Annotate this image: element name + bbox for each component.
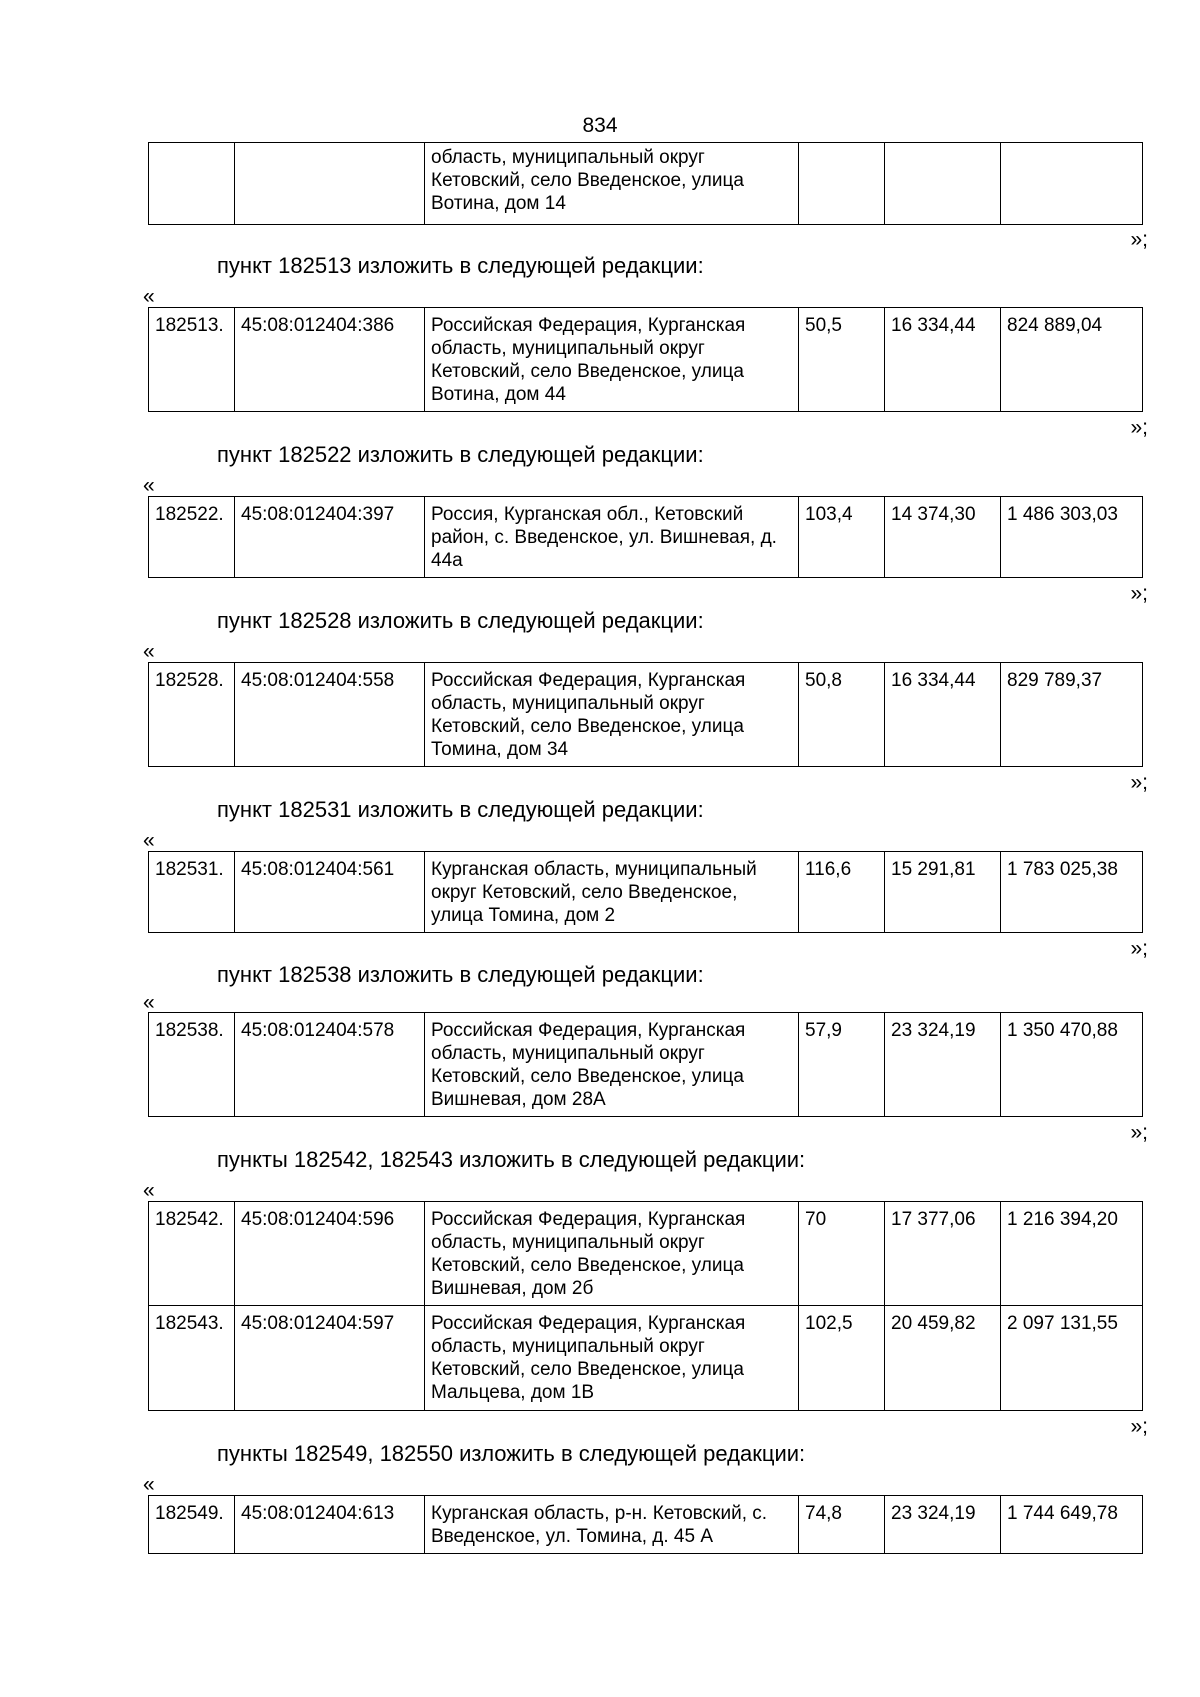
cell-number: 182531.: [149, 852, 235, 933]
cell-number: 182549.: [149, 1496, 235, 1554]
cell-total: 1 350 470,88: [1001, 1013, 1143, 1117]
cell-area: 116,6: [799, 852, 885, 933]
table-row: [149, 308, 1143, 412]
opening-quote: «: [143, 640, 155, 663]
closing-quote: »;: [1130, 937, 1148, 960]
closing-quote: »;: [1130, 228, 1148, 251]
cell-cadastral: 45:08:012404:386: [235, 308, 425, 412]
table-row: [149, 1013, 1143, 1117]
cell-price: [885, 143, 1001, 225]
cell-price: 20 459,82: [885, 1306, 1001, 1411]
cell-area: 102,5: [799, 1306, 885, 1411]
cell-address: Россия, Курганская обл., Кетовский район, с. Введенское, ул. Вишневая, д. 44а: [425, 497, 799, 578]
cell-number: 182513.: [149, 308, 235, 412]
closing-quote: »;: [1130, 582, 1148, 605]
section-heading: пункт 182538 изложить в следующей редакции:: [217, 962, 704, 987]
section-heading: пункты 182549, 182550 изложить в следующей редакции:: [217, 1441, 806, 1466]
cell-address: область, муниципальный округ Кетовский, село Введенское, улица Вотина, дом 14: [425, 143, 799, 225]
amendment-table: [148, 307, 1143, 412]
table-row: [149, 852, 1143, 933]
cell-total: 1 783 025,38: [1001, 852, 1143, 933]
opening-quote: «: [143, 1179, 155, 1202]
section-heading: пункт 182513 изложить в следующей редакции:: [217, 253, 704, 278]
cell-total: 829 789,37: [1001, 663, 1143, 767]
amendment-table: [148, 1012, 1143, 1117]
opening-quote: «: [143, 1473, 155, 1496]
closing-quote: »;: [1130, 771, 1148, 794]
cell-price: 23 324,19: [885, 1496, 1001, 1554]
cell-area: 70: [799, 1202, 885, 1306]
cell-price: 15 291,81: [885, 852, 1001, 933]
amendment-table: [148, 496, 1143, 578]
cell-address: Российская Федерация, Курганская область, муниципальный округ Кетовский, село Введенское, улица Мальцева, дом 1В: [425, 1306, 799, 1411]
cell-cadastral: 45:08:012404:578: [235, 1013, 425, 1117]
cell-address: Курганская область, муниципальный округ Кетовский, село Введенское, улица Томина, дом 2: [425, 852, 799, 933]
cell-number: 182522.: [149, 497, 235, 578]
section-heading: пункт 182531 изложить в следующей редакции:: [217, 797, 704, 822]
amendment-table: [148, 851, 1143, 933]
cell-price: 17 377,06: [885, 1202, 1001, 1306]
amendment-table: [148, 1495, 1143, 1554]
cell-area: 74,8: [799, 1496, 885, 1554]
page-number: 834: [582, 114, 618, 137]
table-row: [149, 1202, 1143, 1306]
opening-quote: «: [143, 474, 155, 497]
cell-number: 182538.: [149, 1013, 235, 1117]
cell-area: 103,4: [799, 497, 885, 578]
section-heading: пункт 182522 изложить в следующей редакции:: [217, 442, 704, 467]
cell-address: Курганская область, р-н. Кетовский, с. Введенское, ул. Томина, д. 45 А: [425, 1496, 799, 1554]
table-row: [149, 497, 1143, 578]
cell-cadastral: [235, 143, 425, 225]
table-row: [149, 1306, 1143, 1411]
section-heading: пункт 182528 изложить в следующей редакции:: [217, 608, 704, 633]
cell-price: 16 334,44: [885, 663, 1001, 767]
cell-area: [799, 143, 885, 225]
table-row: [149, 663, 1143, 767]
closing-quote: »;: [1130, 416, 1148, 439]
cell-address: Российская Федерация, Курганская область, муниципальный округ Кетовский, село Введенское, улица Вишневая, дом 2б: [425, 1202, 799, 1306]
table-row: [149, 143, 1143, 225]
cell-area: 50,8: [799, 663, 885, 767]
cell-address: Российская Федерация, Курганская область, муниципальный округ Кетовский, село Введенское, улица Вотина, дом 44: [425, 308, 799, 412]
top-fragment-table: [148, 142, 1143, 225]
cell-total: 1 744 649,78: [1001, 1496, 1143, 1554]
opening-quote: «: [143, 285, 155, 308]
cell-address: Российская Федерация, Курганская область, муниципальный округ Кетовский, село Введенское, улица Томина, дом 34: [425, 663, 799, 767]
cell-price: 14 374,30: [885, 497, 1001, 578]
cell-cadastral: 45:08:012404:558: [235, 663, 425, 767]
cell-cadastral: 45:08:012404:597: [235, 1306, 425, 1411]
cell-total: 1 216 394,20: [1001, 1202, 1143, 1306]
cell-cadastral: 45:08:012404:397: [235, 497, 425, 578]
opening-quote: «: [143, 829, 155, 852]
table-row: [149, 1496, 1143, 1554]
cell-total: 2 097 131,55: [1001, 1306, 1143, 1411]
cell-number: [149, 143, 235, 225]
cell-cadastral: 45:08:012404:596: [235, 1202, 425, 1306]
cell-price: 23 324,19: [885, 1013, 1001, 1117]
cell-area: 57,9: [799, 1013, 885, 1117]
closing-quote: »;: [1130, 1415, 1148, 1438]
cell-area: 50,5: [799, 308, 885, 412]
section-heading: пункты 182542, 182543 изложить в следующей редакции:: [217, 1147, 806, 1172]
cell-total: [1001, 143, 1143, 225]
cell-number: 182543.: [149, 1306, 235, 1411]
cell-total: 1 486 303,03: [1001, 497, 1143, 578]
cell-number: 182542.: [149, 1202, 235, 1306]
amendment-table: [148, 662, 1143, 767]
cell-cadastral: 45:08:012404:561: [235, 852, 425, 933]
closing-quote: »;: [1130, 1121, 1148, 1144]
cell-total: 824 889,04: [1001, 308, 1143, 412]
cell-address: Российская Федерация, Курганская область, муниципальный округ Кетовский, село Введенское, улица Вишневая, дом 28А: [425, 1013, 799, 1117]
cell-number: 182528.: [149, 663, 235, 767]
cell-cadastral: 45:08:012404:613: [235, 1496, 425, 1554]
opening-quote: «: [143, 991, 155, 1014]
amendment-table: [148, 1201, 1143, 1411]
cell-price: 16 334,44: [885, 308, 1001, 412]
